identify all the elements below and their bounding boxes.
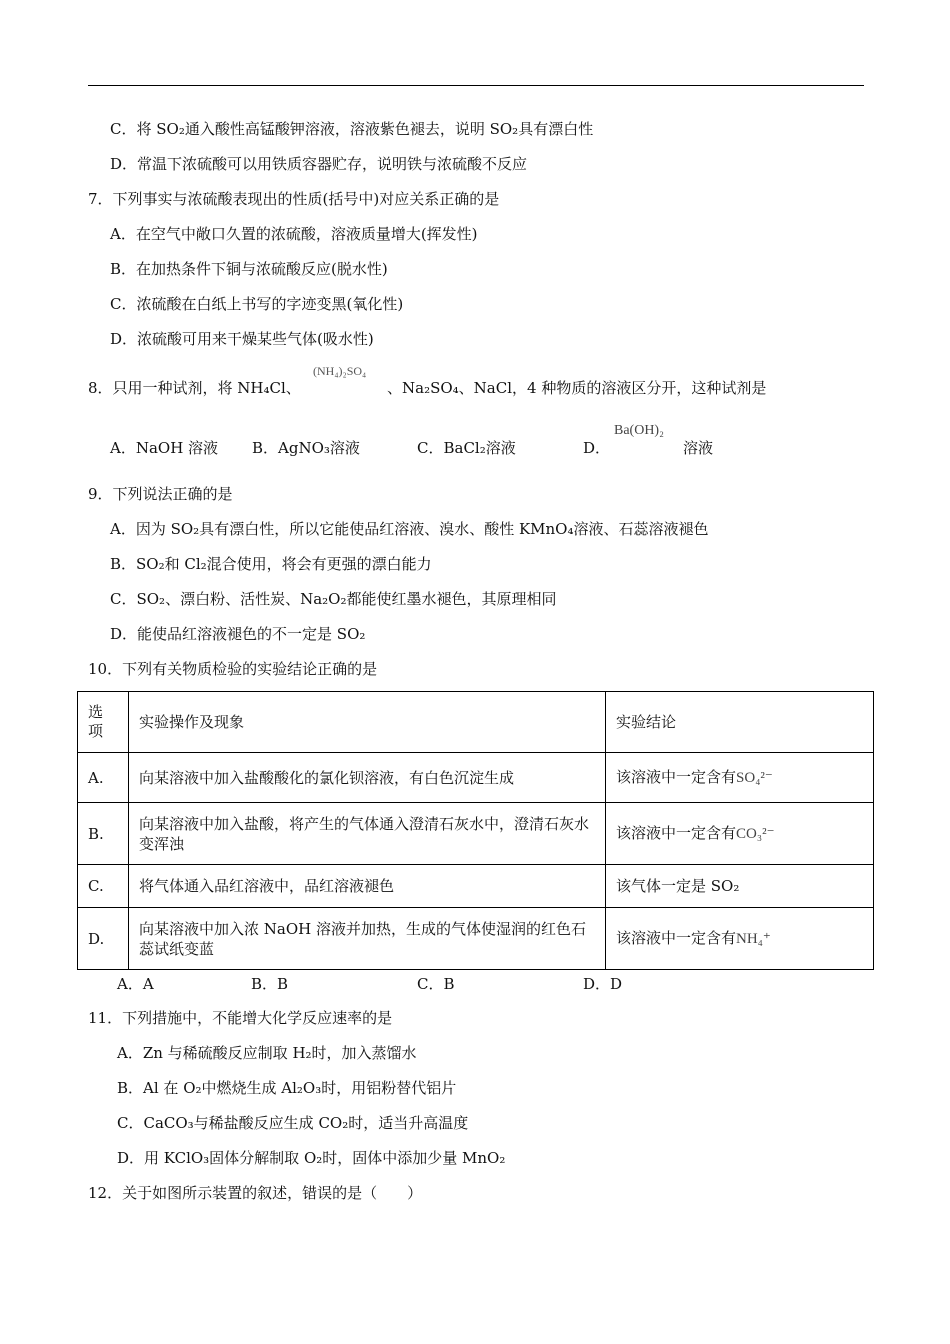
table-row xyxy=(78,908,874,970)
q10-answers xyxy=(117,973,677,993)
q8-option-a: A．NaOH 溶液 xyxy=(110,439,219,457)
row-b-ion: CO₃²⁻ xyxy=(736,826,775,842)
q9-option-a: A．因为 SO₂具有漂白性，所以它能使品红溶液、溴水、酸性 KMnO₄溶液、石蕊溶液褪色 xyxy=(110,520,709,538)
row-a-ion: SO₄²⁻ xyxy=(736,770,773,786)
row-b-conclusion xyxy=(606,803,874,865)
q6-option-c: C．将 SO₂通入酸性高锰酸钾溶液，溶液紫色褪去，说明 SO₂具有漂白性 xyxy=(110,120,594,138)
row-b-option: B. xyxy=(78,803,129,865)
header-option-text: 选项 xyxy=(88,703,104,740)
q9-option-c: C．SO₂、漂白粉、活性炭、Na₂O₂都能使红墨水褪色，其原理相同 xyxy=(110,590,557,608)
q7-option-c: C．浓硫酸在白纸上书写的字迹变黑(氧化性) xyxy=(110,295,404,313)
q9-option-b: B．SO₂和 Cl₂混合使用，将会有更强的漂白能力 xyxy=(110,555,432,573)
q10-stem: 10．下列有关物质检验的实验结论正确的是 xyxy=(88,660,378,678)
q8-option-d-label: D． xyxy=(583,439,611,457)
row-d-ion: NH₄⁺ xyxy=(736,931,771,947)
q7-option-a: A．在空气中敞口久置的浓硫酸，溶液质量增大(挥发性) xyxy=(110,225,478,243)
row-b-conclusion-text: 该溶液中一定含有 xyxy=(616,824,737,842)
q9-option-d: D．能使品红溶液褪色的不一定是 SO₂ xyxy=(110,625,366,643)
q10-answer-a: A．A xyxy=(117,975,154,993)
row-d-option: D. xyxy=(78,908,129,970)
q10-answer-b: B．B xyxy=(251,975,289,993)
table-row xyxy=(78,803,874,865)
row-d-operation: 向某溶液中加入浓 NaOH 溶液并加热，生成的气体使湿润的红色石蕊试纸变蓝 xyxy=(129,908,606,970)
table-header-row xyxy=(78,692,874,753)
q8-option-c: C．BaCl₂溶液 xyxy=(417,439,516,457)
q8-formula-ammonium-sulfate: (NH₄)₂SO₄ xyxy=(313,364,367,378)
q10-answer-c: C．B xyxy=(417,975,455,993)
table-row xyxy=(78,753,874,803)
q7-stem: 7．下列事实与浓硫酸表现出的性质(括号中)对应关系正确的是 xyxy=(88,190,500,208)
q9-stem: 9．下列说法正确的是 xyxy=(88,485,233,503)
q8-stem-pre: 8．只用一种试剂，将 NH₄Cl、 xyxy=(88,379,301,397)
q11-option-c: C．CaCO₃与稀盐酸反应生成 CO₂时，适当升高温度 xyxy=(117,1114,469,1132)
q7-option-d: D．浓硫酸可用来干燥某些气体(吸水性) xyxy=(110,330,374,348)
table-row xyxy=(78,865,874,908)
header-option xyxy=(78,692,129,753)
q6-option-d: D．常温下浓硫酸可以用铁质容器贮存，说明铁与浓硫酸不反应 xyxy=(110,155,528,173)
q10-answer-d: D．D xyxy=(583,975,623,993)
row-d-conclusion xyxy=(606,908,874,970)
q8-stem-post: 、Na₂SO₄、NaCl，4 种物质的溶液区分开，这种试剂是 xyxy=(387,379,767,397)
row-c-conclusion: 该气体一定是 SO₂ xyxy=(606,865,874,908)
q12-stem: 12．关于如图所示装置的叙述，错误的是（ ） xyxy=(88,1184,423,1202)
row-a-operation: 向某溶液中加入盐酸酸化的氯化钡溶液，有白色沉淀生成 xyxy=(129,753,606,803)
q11-option-d: D．用 KClO₃固体分解制取 O₂时，固体中添加少量 MnO₂ xyxy=(117,1149,506,1167)
row-a-option: A. xyxy=(78,753,129,803)
row-a-conclusion-text: 该溶液中一定含有 xyxy=(616,768,737,786)
q8-option-d-text: 溶液 xyxy=(683,439,714,457)
row-b-operation: 向某溶液中加入盐酸，将产生的气体通入澄清石灰水中，澄清石灰水变浑浊 xyxy=(129,803,606,865)
header-conclusion: 实验结论 xyxy=(606,692,874,753)
header-operation: 实验操作及现象 xyxy=(129,692,606,753)
row-c-operation: 将气体通入品红溶液中，品红溶液褪色 xyxy=(129,865,606,908)
row-c-option: C. xyxy=(78,865,129,908)
row-a-conclusion xyxy=(606,753,874,803)
q11-option-b: B．Al 在 O₂中燃烧生成 Al₂O₃时，用铝粉替代铝片 xyxy=(117,1079,457,1097)
q11-stem: 11．下列措施中，不能增大化学反应速率的是 xyxy=(88,1009,393,1027)
header-rule xyxy=(88,85,864,86)
row-d-conclusion-text: 该溶液中一定含有 xyxy=(616,929,737,947)
q7-option-b: B．在加热条件下铜与浓硫酸反应(脱水性) xyxy=(110,260,388,278)
q8-option-d-formula: Ba(OH)₂ xyxy=(614,423,664,438)
q8-option-b: B．AgNO₃溶液 xyxy=(252,439,360,457)
q11-option-a: A．Zn 与稀硫酸反应制取 H₂时，加入蒸馏水 xyxy=(117,1044,417,1062)
q8-options xyxy=(110,423,750,457)
q10-table xyxy=(77,691,874,970)
